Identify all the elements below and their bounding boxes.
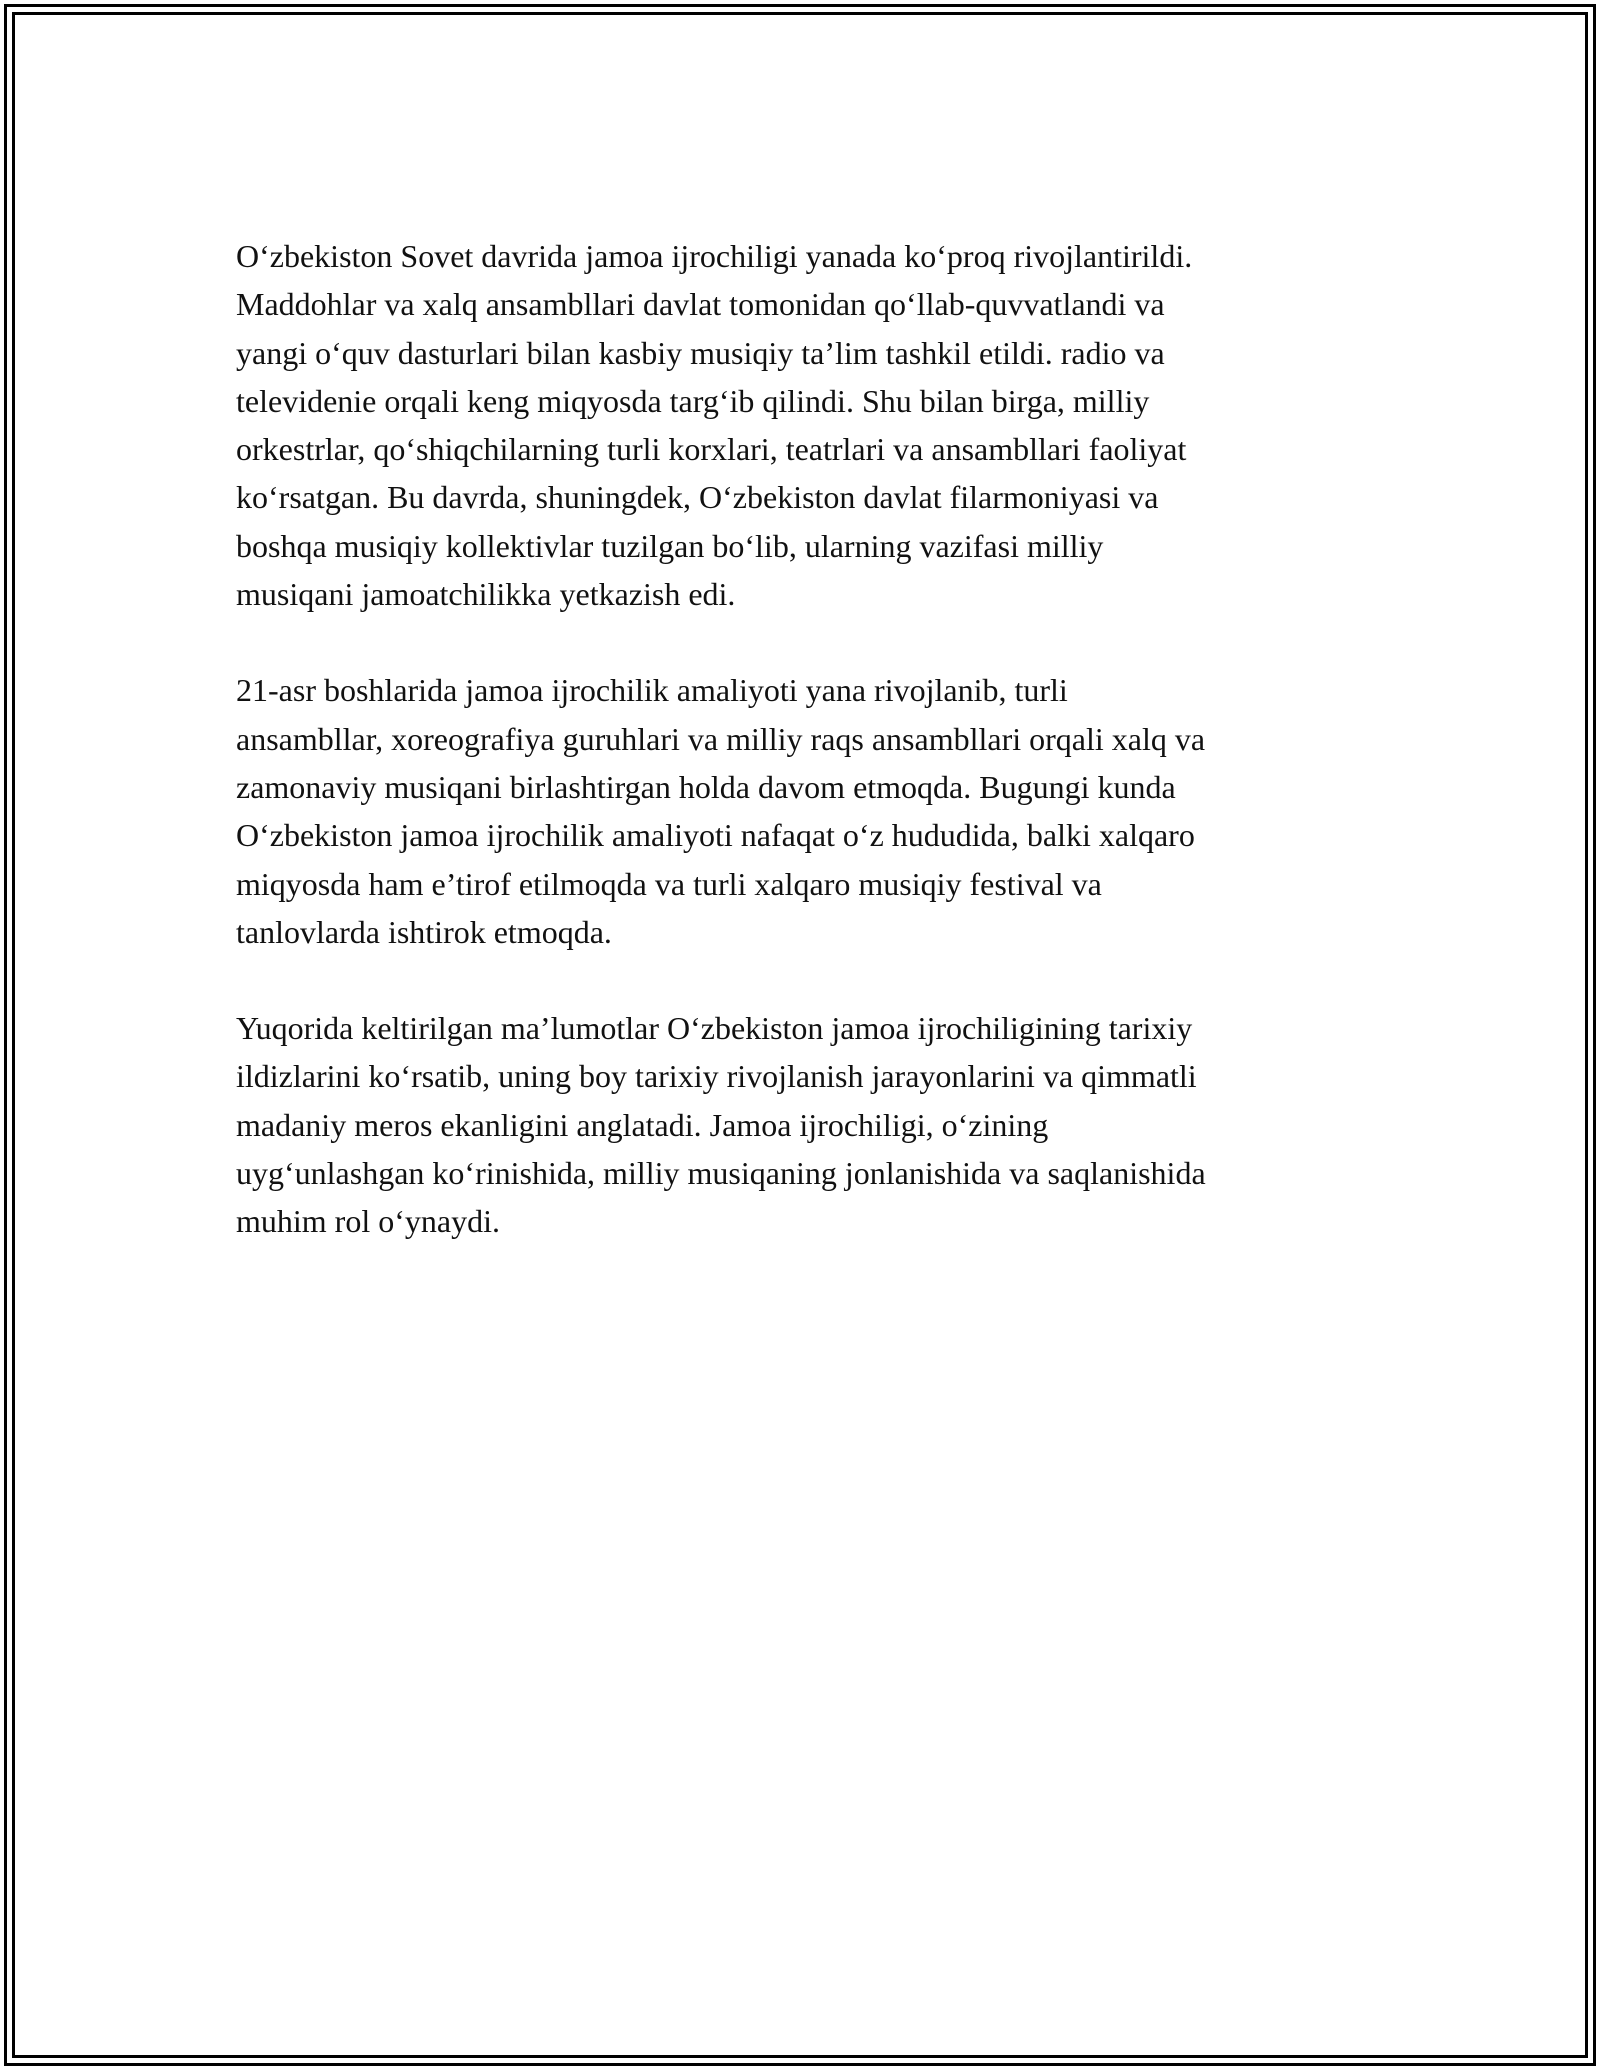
paragraph-21st-century — [236, 666, 1356, 956]
text-line: miqyosda ham e’tirof etilmoqda va turli xalqaro musiqiy festival va — [236, 865, 1102, 902]
text-line: televidenie orqali keng miqyosda targ‘ib qilindi. Shu bilan birga, milliy — [236, 382, 1150, 419]
text-line: madaniy meros ekanligini anglatadi. Jamoa ijrochiligi, o‘zining — [236, 1106, 1049, 1143]
text-line: Yuqorida keltirilgan ma’lumotlar O‘zbekiston jamoa ijrochiligining tarixiy — [236, 1010, 1193, 1047]
paragraph-conclusion — [236, 1004, 1356, 1245]
text-line: O‘zbekiston jamoa ijrochilik amaliyoti nafaqat o‘z hududida, balki xalqaro — [236, 817, 1195, 854]
text-line: 21-asr boshlarida jamoa ijrochilik amaliyoti yana rivojlanib, turli — [236, 672, 1068, 709]
text-line: tanlovlarda ishtirok etmoqda. — [236, 913, 612, 950]
text-line: musiqani jamoatchilikka yetkazish edi. — [236, 576, 736, 613]
text-line: boshqa musiqiy kollektivlar tuzilgan bo‘lib, ularning vazifasi milliy — [236, 527, 1104, 564]
text-line: ko‘rsatgan. Bu davrda, shuningdek, O‘zbekiston davlat filarmoniyasi va — [236, 479, 1159, 516]
text-line: zamonaviy musiqani birlashtirgan holda davom etmoqda. Bugungi kunda — [236, 768, 1176, 805]
paragraph-soviet-era — [236, 232, 1356, 618]
text-line: Maddohlar va xalq ansambllari davlat tomonidan qo‘llab-quvvatlandi va — [236, 286, 1165, 323]
text-line: orkestrlar, qo‘shiqchilarning turli korxlari, teatrlari va ansambllari faoliyat — [236, 431, 1187, 468]
document-body — [236, 232, 1356, 1294]
text-line: ildizlarini ko‘rsatib, uning boy tarixiy rivojlanish jarayonlarini va qimmatli — [236, 1058, 1197, 1095]
text-line: muhim rol o‘ynaydi. — [236, 1203, 500, 1240]
text-line: O‘zbekiston Sovet davrida jamoa ijrochiligi yanada ko‘proq rivojlantirildi. — [236, 238, 1193, 274]
text-line: uyg‘unlashgan ko‘rinishida, milliy musiqaning jonlanishida va saqlanishida — [236, 1155, 1206, 1192]
text-line: ansambllar, xoreografiya guruhlari va milliy raqs ansambllari orqali xalq va — [236, 720, 1206, 757]
text-line: yangi o‘quv dasturlari bilan kasbiy musiqiy ta’lim tashkil etildi. radio va — [236, 334, 1165, 371]
